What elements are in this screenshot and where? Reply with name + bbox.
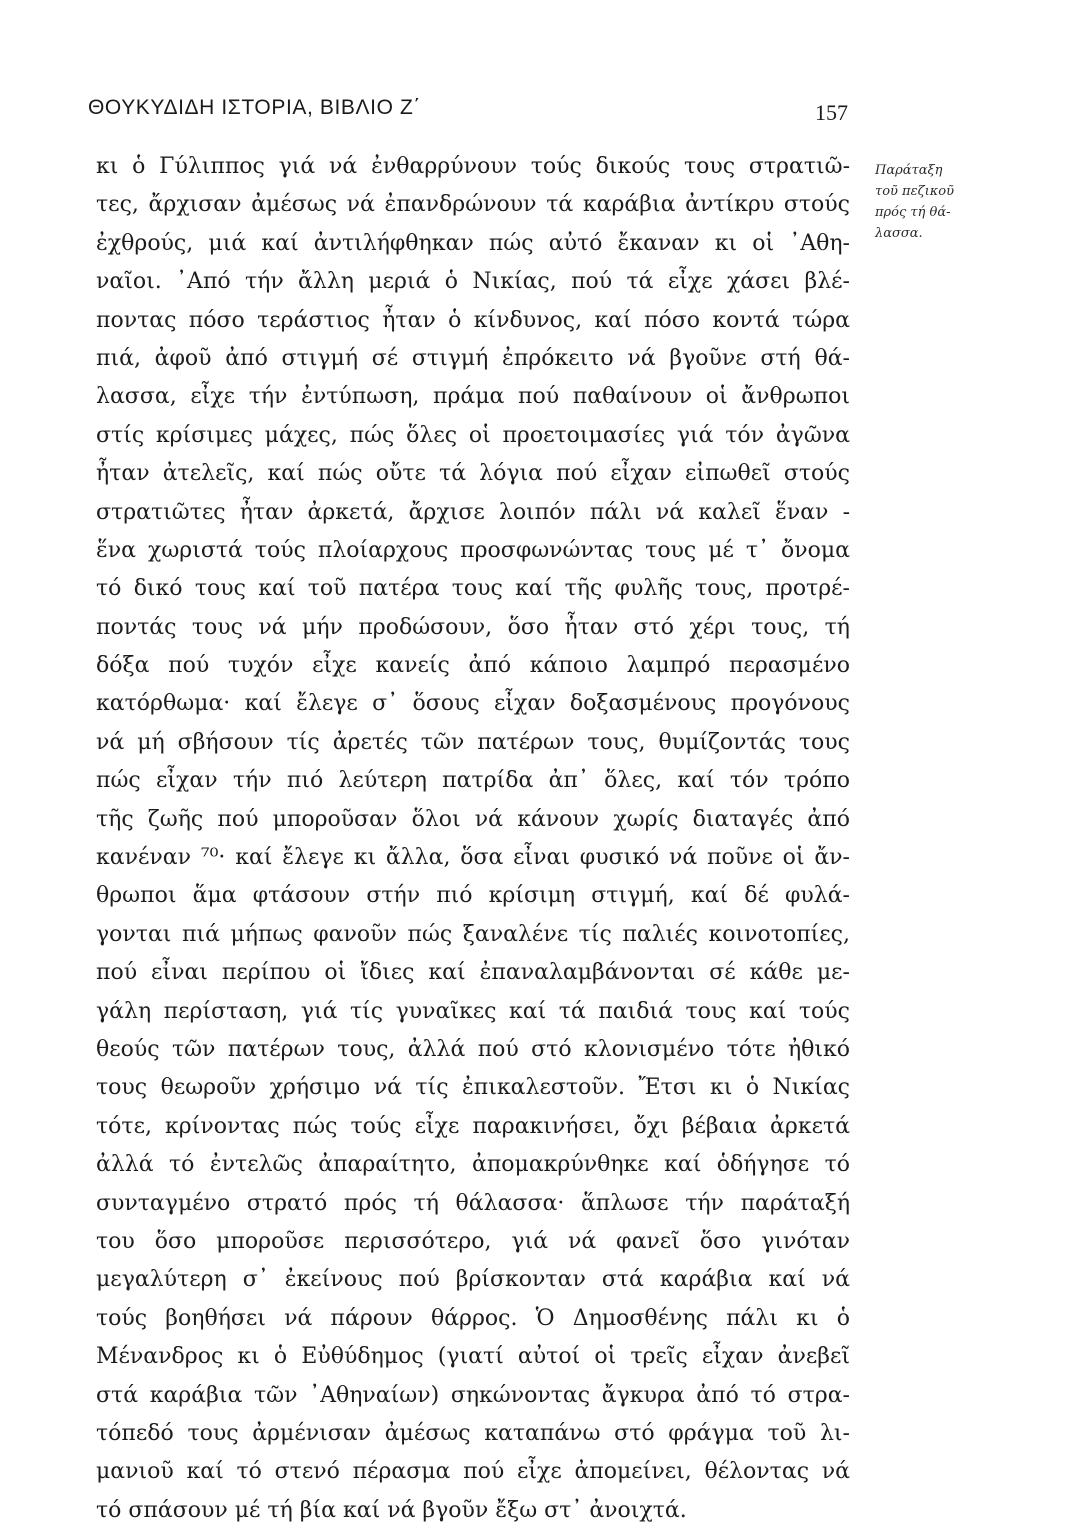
margin-note-line: τοῦ πεζικοῦ [875, 184, 954, 199]
text-line: δόξα πού τυχόν εἶχε κανείς ἀπό κάποιο λαμπρό περασμένο [96, 653, 850, 679]
text-line: ναῖοι. ᾿Από τήν ἄλλη μεριά ὁ Νικίας, πού τά εἶχε χάσει βλέ- [96, 269, 850, 295]
text-line: γάλη περίσταση, γιά τίς γυναῖκες καί τά παιδιά τους καί τούς [96, 998, 850, 1024]
text-line: μεγαλύτερη σ᾿ ἐκείνους πού βρίσκονταν στά καράβια καί νά [96, 1267, 850, 1293]
margin-note-line: Παράταξη [875, 163, 943, 178]
text-line: τό σπάσουν μέ τή βία καί νά βγοῦν ἔξω στ᾿ ἀνοιχτά. [96, 1497, 687, 1523]
page-number: 157 [815, 100, 848, 125]
margin-note [875, 160, 995, 244]
text-line: ποντας πόσο τεράστιος ἦταν ὁ κίνδυνος, καί πόσο κοντά τώρα [96, 307, 850, 333]
text-line: πού εἶναι περίπου οἱ ἴδιες καί ἐπαναλαμβάνονται σέ κάθε με- [96, 960, 850, 986]
text-line: ποντάς τους νά μήν προδώσουν, ὅσο ἦταν στό χέρι τους, τή [96, 614, 850, 640]
margin-note-line: λασσα. [875, 226, 923, 241]
text-line: στρατιῶτες ἦταν ἀρκετά, ἄρχισε λοιπόν πάλι νά καλεῖ ἕναν - [96, 499, 850, 525]
text-line: τόπεδό τους ἀρμένισαν ἀμέσως καταπάνω στό φράγμα τοῦ λι- [96, 1420, 850, 1446]
text-line: κι ὁ Γύλιππος γιά νά ἐνθαρρύνουν τούς δικούς τους στρατιῶ- [96, 154, 850, 179]
text-line: τῆς ζωῆς πού μποροῦσαν ὅλοι νά κάνουν χωρίς διαταγές ἀπό [96, 806, 850, 832]
text-line: ἀλλά τό ἐντελῶς ἀπαραίτητο, ἀπομακρύνθηκε καί ὁδήγησε τό [96, 1152, 850, 1178]
text-line: νά μή σβήσουν τίς ἀρετές τῶν πατέρων τους, θυμίζοντάς τους [96, 729, 850, 755]
text-line: του ὅσο μποροῦσε περισσότερο, γιά νά φανεῖ ὅσο γινόταν [96, 1228, 850, 1254]
text-line: πιά, ἀφοῦ ἀπό στιγμή σέ στιγμή ἐπρόκειτο νά βγοῦνε στή θά- [96, 345, 850, 371]
text-line: ἕνα χωριστά τούς πλοίαρχους προσφωνώντας τους μέ τ᾿ ὄνομα [96, 537, 850, 563]
running-head [88, 96, 848, 136]
running-title: ΘΟΥΚΥΔΙΔΗ ΙΣΤΟΡΙΑ, ΒΙΒΛΙΟ Ζ΄ [88, 96, 421, 119]
text-line: θρωποι ἅμα φτάσουν στήν πιό κρίσιμη στιγμή, καί δέ φυλά- [96, 883, 850, 909]
text-line: κανέναν ⁷⁰· καί ἔλεγε κι ἄλλα, ὅσα εἶναι φυσικό νά ποῦνε οἱ ἄν- [96, 845, 850, 871]
text-line: τούς βοηθήσει νά πάρουν θάρρος. Ὁ Δημοσθένης πάλι κι ὁ [96, 1305, 850, 1331]
text-line: λασσα, εἶχε τήν ἐντύπωση, πράμα πού παθαίνουν οἱ ἄνθρωποι [96, 384, 850, 410]
text-line: τες, ἄρχισαν ἀμέσως νά ἐπανδρώνουν τά καράβια ἀντίκρυ στούς [96, 192, 850, 218]
text-line: πώς εἶχαν τήν πιό λεύτερη πατρίδα ἀπ᾿ ὅλες, καί τόν τρόπο [96, 768, 850, 794]
body-text [96, 148, 850, 1530]
text-line: ἦταν ἀτελεῖς, καί πώς οὔτε τά λόγια πού εἶχαν εἰπωθεῖ στούς [96, 461, 850, 487]
text-line: στά καράβια τῶν ᾿Αθηναίων) σηκώνοντας ἄγκυρα ἀπό τό στρα- [96, 1382, 850, 1408]
text-line: τους θεωροῦν χρήσιμο νά τίς ἐπικαλεστοῦν. Ἔτσι κι ὁ Νικίας [96, 1075, 850, 1101]
text-line: Μένανδρος κι ὁ Εὐθύδημος (γιατί αὐτοί οἱ τρεῖς εἶχαν ἀνεβεῖ [96, 1344, 850, 1370]
text-line: γονται πιά μήπως φανοῦν πώς ξαναλένε τίς παλιές κοινοτοπίες, [96, 921, 850, 947]
text-line: θεούς τῶν πατέρων τους, ἀλλά πού στό κλονισμένο τότε ἠθικό [96, 1036, 850, 1062]
text-line: τό δικό τους καί τοῦ πατέρα τους καί τῆς φυλῆς τους, προτρέ- [96, 576, 850, 602]
text-line: τότε, κρίνοντας πώς τούς εἶχε παρακινήσει, ὄχι βέβαια ἀρκετά [96, 1113, 850, 1139]
margin-note-line: πρός τή θά- [875, 205, 951, 220]
text-line: κατόρθωμα· καί ἔλεγε σ᾿ ὅσους εἶχαν δοξασμένους προγόνους [96, 691, 850, 717]
text-line: μανιοῦ καί τό στενό πέρασμα πού εἶχε ἀπομείνει, θέλοντας νά [96, 1459, 850, 1485]
text-line: συνταγμένο στρατό πρός τή θάλασσα· ἅπλωσε τήν παράταξή [96, 1190, 850, 1216]
text-line: στίς κρίσιμες μάχες, πώς ὅλες οἱ προετοιμασίες γιά τόν ἀγῶνα [96, 422, 850, 448]
text-line: ἐχθρούς, μιά καί ἀντιλήφθηκαν πώς αὐτό ἔκαναν κι οἱ ᾿Αθη- [96, 230, 850, 256]
